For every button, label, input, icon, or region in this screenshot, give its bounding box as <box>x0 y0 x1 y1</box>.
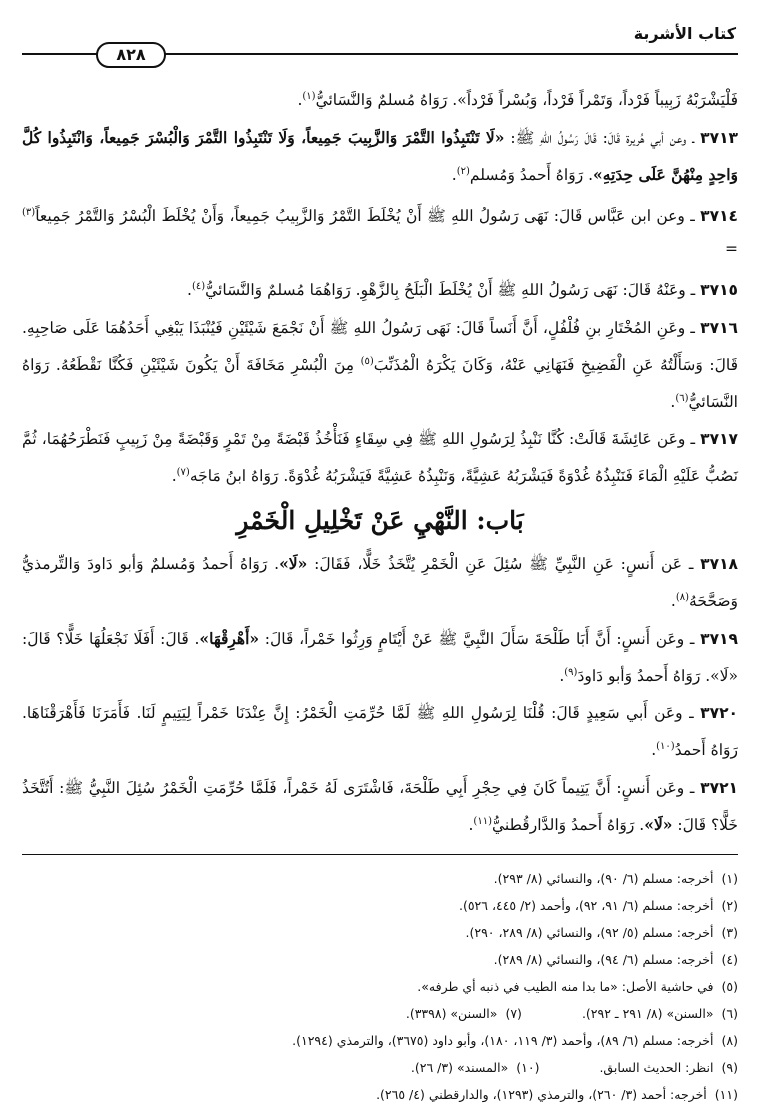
footnote-text: «المسند» (٣/ ٢٦). <box>410 1059 509 1075</box>
hadith-tail: = <box>725 240 738 259</box>
hadith-tail: . <box>297 91 303 110</box>
hadith-text: ـ وعَن أَنسٍ: أَنَّ يَتِيماً كَانَ فِي حِجْرِ أَبِي طَلْحَةَ، فَاشْتَرَى لَهُ خَمْراً، فَلَمَّا حُرِّمَتِ الْخَمْرُ سُئِلَ النَّبِيُّ ﷺ: أَتُتَّخَذُ خَلًّا؟ قَالَ: <box>22 778 738 834</box>
hadith-number: ٣٧١٣ <box>700 129 738 148</box>
footnote-text: أخرجه: مسلم (٦/ ٨٩)، وأحمد (٣/ ١١٩، ١٨٠)، وأبو داود (٣٦٧٥)، والترمذي (١٢٩٤). <box>292 1032 714 1048</box>
hadith-number: ٣٧١٧ <box>700 429 738 448</box>
hadith-text: ـ وعَن أَبي سَعِيدٍ قَالَ: قُلْنَا لِرَسُولِ اللهِ ﷺ لَمَّا حُرِّمَتِ الْخَمْرُ: إِنَّ عِنْدَنَا خَمْراً لِيَتِيمٍ لَنَا. فَأَمَرَنَا فَأَهْرَقْنَاهَا. رَوَاهُ أَحمدُ <box>22 704 738 760</box>
footnote-ref: (١) <box>302 91 316 102</box>
hadith-list <box>22 80 738 493</box>
footnote-number: (٨) <box>721 1032 738 1048</box>
hadith-text: . رَوَاهُ أَحمدُ وَمُسلم <box>469 166 594 185</box>
hadith-tail: . <box>468 815 474 834</box>
footnote-number: (١٠) <box>516 1059 540 1075</box>
hadith-text: ـ وعن ابن عَبَّاس قَالَ: نَهَى رَسُولُ اللهِ ﷺ أَنْ يُخْلَطَ التَّمْرُ وَالزَّبِيبُ جَمِيعاً، وَأَنْ يُخْلَطَ الْبُسْرُ وَالتَّمْرُ جَمِيعاً <box>35 207 701 226</box>
page-number: ٨٢٨ <box>96 42 166 68</box>
book-title: كتاب الأشربة <box>633 24 736 43</box>
footnote <box>22 1081 738 1108</box>
body-text <box>22 80 738 842</box>
hadith-tail: . <box>670 592 676 611</box>
footnote <box>22 919 738 946</box>
footnote-number: (٧) <box>505 1005 522 1021</box>
footnote-text: أخرجه: مسلم (٥/ ٩٢)، والنسائي (٨/ ٢٨٩، ٢٩٠). <box>465 924 714 940</box>
footnote-ref: (٣) <box>22 207 36 219</box>
hadith-paragraph <box>22 80 738 117</box>
page-header <box>22 14 738 64</box>
footnote-ref: (٩) <box>564 667 578 679</box>
hadith-text: . رَوَاهُ أَحمدُ وَمُسلمٌ وَأبو دَاودَ وَالتِّرمذيُّ وَصَحَّحَهُ <box>22 555 738 611</box>
footnote-text: «السنن» (٣٣٩٨). <box>405 1005 498 1021</box>
hadith-paragraph <box>22 547 738 618</box>
page-number-bar <box>22 42 738 66</box>
hadith-tail: . <box>171 467 177 486</box>
footnote-part <box>406 1000 522 1027</box>
hadith-paragraph <box>22 196 738 266</box>
footnote <box>22 973 738 1000</box>
footnote <box>22 1054 738 1081</box>
footnote-part <box>599 1054 738 1081</box>
hadith-text: ـ وعَنْهُ قَالَ: نَهَى رَسُولُ اللهِ ﷺ أَنْ يُخْلَطَ الْبَلَحُ بِالزَّهْوِ. رَوَاهُمَا مُسلمٌ وَالنَّسَائيُّ <box>205 281 701 300</box>
hadith-text: ـ وعن أبي هُريرة قَالَ: قَالَ رَسُولُ اللهِ ﷺ: <box>504 129 701 148</box>
hadith-tail: . <box>559 667 565 686</box>
footnote-text: في حاشية الأصل: «ما بدا منه الطيب في ذنبه أي طرفه». <box>417 978 714 994</box>
footnote-ref: (٤) <box>191 281 206 293</box>
footnote-text: أخرجه: مسلم (٦/ ٩٠)، والنسائي (٨/ ٢٩٣). <box>493 870 714 886</box>
footnote-number: (٩) <box>721 1059 738 1075</box>
hadith-number: ٣٧١٤ <box>700 207 738 226</box>
hadith-paragraph <box>22 697 738 767</box>
hadith-text: . قَالَ: أَفَلَا نَجْعَلُهَا خَلًّا؟ قَالَ: «لَا». رَوَاهُ أَحمدُ وَأبو دَاودَ <box>22 630 738 686</box>
hadith-number: ٣٧٢٠ <box>700 704 738 723</box>
footnote-number: (١) <box>721 870 738 886</box>
chapter-heading: بَاب: النَّهْيِ عَنْ تَخْلِيلِ الْخَمْرِ <box>236 506 524 536</box>
hadith-text: ـ وعَن أَنسٍ: أَنَّ أَبَا طَلْحَةَ سَأَلَ النَّبِيَّ ﷺ عَنْ أَيْتَامٍ وَرِثُوا خَمْراً، قَالَ: <box>259 630 701 649</box>
footnote-number: (٣) <box>721 924 738 940</box>
hadith-quote: «لَا» <box>644 814 673 834</box>
footnote-text: أخرجه: مسلم (٦/ ٩١، ٩٢)، وأحمد (٢/ ٤٤٥، ٥٢٦). <box>458 897 714 913</box>
footnotes <box>22 865 738 1108</box>
footnote-number: (٤) <box>721 951 738 967</box>
footnotes-divider <box>22 854 738 855</box>
hadith-paragraph <box>22 121 738 192</box>
footnote-ref: (٢) <box>456 166 470 178</box>
footnote <box>22 865 738 892</box>
hadith-number: ٣٧١٦ <box>700 318 738 337</box>
footnote-ref: (٥) <box>360 355 374 367</box>
hadith-number: ٣٧١٥ <box>700 281 738 300</box>
footnote-part <box>582 1000 738 1027</box>
document-page <box>22 14 738 1102</box>
hadith-quote: «لَا» <box>279 554 308 574</box>
footnote-ref: (١٠) <box>656 741 675 753</box>
footnote-ref: (٨) <box>675 592 690 604</box>
footnote-number: (٦) <box>721 1005 738 1021</box>
footnote <box>22 1000 738 1027</box>
footnote-text: أخرجه: أحمد (٣/ ٢٦٠)، والترمذي (١٢٩٣)، والدارقطني (٤/ ٢٦٥). <box>376 1086 707 1102</box>
footnote-part <box>411 1054 540 1081</box>
hadith-quote: «أَهْرِقْهَا» <box>199 629 260 649</box>
footnote-number: (١١) <box>714 1086 738 1102</box>
hadith-tail: . <box>451 166 457 185</box>
hadith-text: مِنَ الْبُسْرِ مَخَافَةَ أَنْ يَكُونَ شَيْئَيْنِ فَكُنَّا نَقْطَعُهُ. رَوَاهُ النَّسَائيُّ <box>22 355 738 411</box>
hadith-tail: . <box>651 741 657 760</box>
hadith-number: ٣٧٢١ <box>700 778 738 797</box>
footnote <box>22 946 738 973</box>
hadith-text: فَلْيَشْرَبْهُ زَبِيباً فَرْداً، وَتَمْراً فَرْداً، وَبُسْراً فَرْداً». رَوَاهُ مُسلمٌ وَالنَّسَائيُّ <box>315 91 738 110</box>
footnote-number: (٥) <box>721 978 738 994</box>
hadith-paragraph <box>22 423 738 493</box>
footnote-ref: (٧) <box>176 466 190 478</box>
footnote-number: (٢) <box>721 897 738 913</box>
footnote-ref: (١١) <box>473 815 492 827</box>
footnote-text: أخرجه: مسلم (٦/ ٩٤)، والنسائي (٨/ ٢٨٩). <box>493 951 714 967</box>
hadith-tail: . <box>670 392 676 411</box>
hadith-text: ـ وعَنِ المُخْتَارِ بنِ فُلْفُلٍ، أَنَّ أَنَساً قَالَ: نَهَى رَسُولُ اللهِ ﷺ أَنْ نَجْمَعَ شَيْئَيْنِ فَيُنْبَذَا يَبْغِي أَحَدُهُمَا عَلَى صَاحِبِهِ. قَالَ: وَسَأَلْتُهُ عَنِ الْفَضِيخِ فَنَهَانِي عَنْهُ، وَكَانَ يَكْرَهُ الْمُذَنِّبَ <box>22 318 738 374</box>
footnote-ref: (٦) <box>675 392 689 404</box>
hadith-paragraph <box>22 772 738 842</box>
footnote-text: انظر: الحديث السابق. <box>599 1059 714 1075</box>
hadith-quote: «لَا تَنْتَبِذُوا التَّمْرَ وَالزَّبِيبَ جَمِيعاً، وَلَا تَنْتَبِذُوا التَّمْرَ وَالْبُسْرَ جَمِيعاً، وَانْتَبِذُوا كُلَّ وَاحِدٍ مِنْهُنَّ عَلَى حِدَتِهِ» <box>22 128 738 185</box>
footnote <box>22 1027 738 1054</box>
hadith-paragraph <box>22 622 738 693</box>
hadith-tail: . <box>187 281 192 300</box>
hadith-list-chapter <box>22 547 738 842</box>
footnote <box>22 892 738 919</box>
hadith-paragraph <box>22 312 738 419</box>
hadith-paragraph <box>22 270 738 307</box>
hadith-number: ٣٧١٩ <box>700 630 738 649</box>
hadith-text: ـ وعَن عَائِشَةَ قَالَتْ: كُنَّا نَنْبِذُ لِرَسُولِ اللهِ ﷺ فِي سِقَاءٍ فَنَأْخُذُ قَبْضَةً مِنْ تَمْرٍ وَقَبْضَةً مِنْ زَبِيبٍ فَنَطْرَحُهُمَا، ثُمَّ نَصُبُّ عَلَيْهِ الْمَاءَ فَنَنْبِذُهُ غُدْوَةً فَيَشْرَبُهُ عَشِيَّةً، وَنَنْبِذُهُ عَشِيَّةً فَيَشْرَبُهُ غُدْوَةً. رَوَاهُ ابنُ مَاجَه <box>22 429 738 486</box>
footnote-text: «السنن» (٨/ ٢٩١ ـ ٢٩٢). <box>581 1005 714 1021</box>
hadith-text: ـ عَن أَنسٍ: عَنِ النَّبِيِّ ﷺ سُئِلَ عَنِ الْخَمْرِ يُتَّخَذُ خَلًّا، فَقَالَ: <box>307 555 701 574</box>
hadith-number: ٣٧١٨ <box>700 555 738 574</box>
hadith-text: . رَوَاهُ أَحمدُ وَالدَّارقُطنيُّ <box>491 815 645 834</box>
